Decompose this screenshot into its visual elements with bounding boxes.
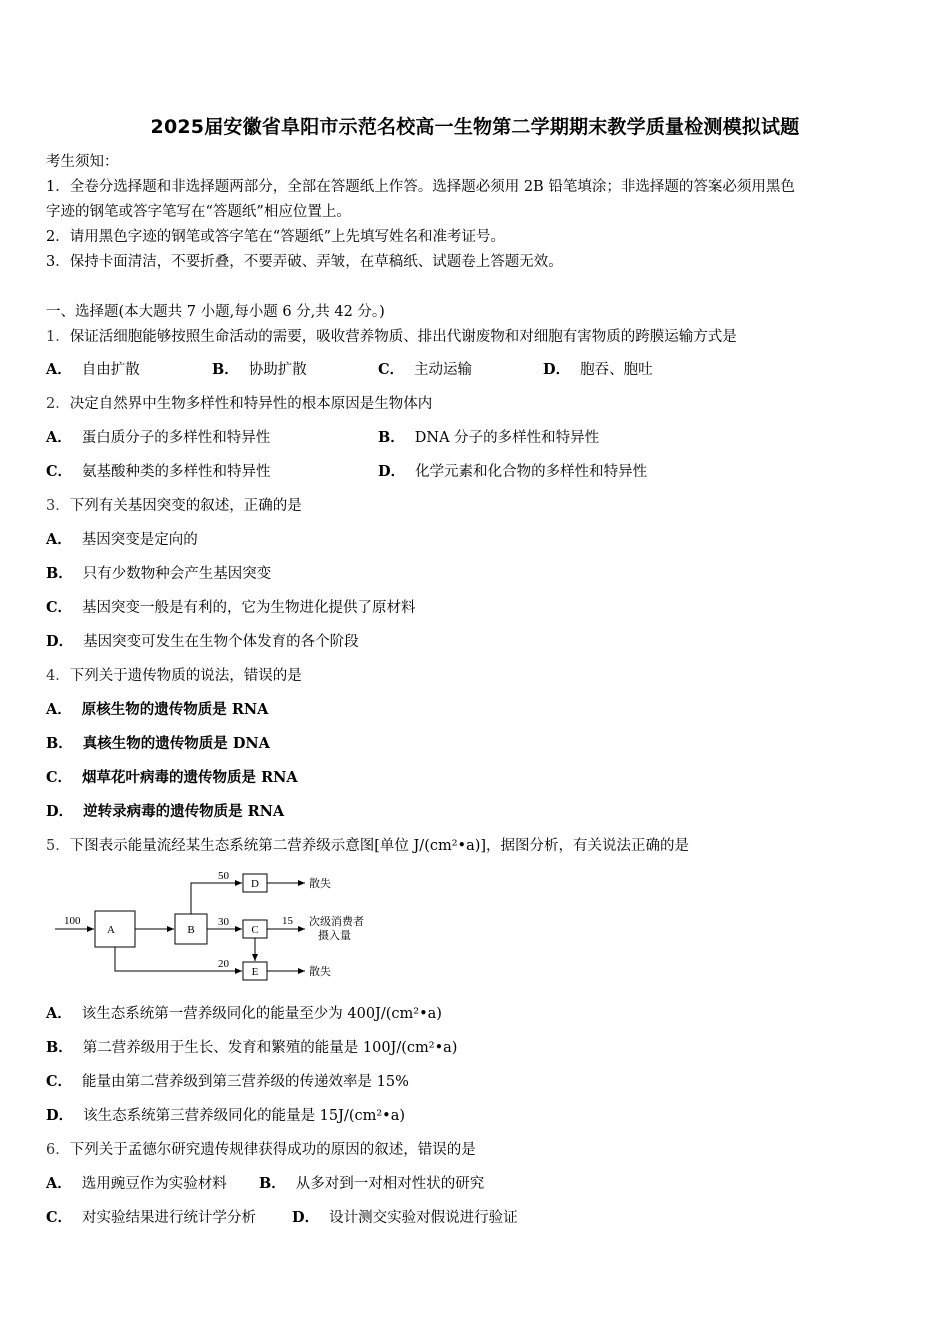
q1-option-c[interactable]	[378, 360, 472, 380]
question-text: 保证活细胞能够按照生命活动的需要，吸收营养物质、排出代谢废物和对细胞有害物质的跨膜运输方式是	[69, 329, 737, 345]
option-label: D．	[46, 633, 74, 650]
option-label: A．	[46, 1005, 72, 1022]
q5-option-d[interactable]	[46, 1106, 405, 1126]
value-to-next: 15	[282, 915, 293, 927]
option-text: 只有少数物种会产生基因突变	[82, 566, 272, 582]
q4-option-a[interactable]	[46, 700, 268, 720]
option-text: 协助扩散	[248, 362, 307, 378]
question-2-stem	[46, 394, 432, 414]
q3-option-a[interactable]	[46, 530, 198, 550]
q4-option-d[interactable]	[46, 802, 284, 822]
option-text: 基因突变是定向的	[81, 532, 198, 548]
option-text: 氨基酸种类的多样性和特异性	[82, 464, 271, 480]
question-1-stem	[46, 327, 737, 347]
question-4-stem	[46, 666, 302, 686]
option-text: 从多对到一对相对性状的研究	[295, 1176, 485, 1192]
option-label: A．	[46, 1175, 72, 1192]
option-text: 选用豌豆作为实验材料	[81, 1176, 227, 1192]
node-b: B	[187, 924, 195, 936]
question-3-stem	[46, 496, 302, 516]
option-label: B．	[259, 1175, 286, 1192]
q3-option-b[interactable]	[46, 564, 271, 584]
q6-option-a[interactable]	[46, 1174, 227, 1194]
q3-option-d[interactable]	[46, 632, 359, 652]
option-text: 该生态系统第三营养级同化的能量是 15J/(cm²•a)	[83, 1108, 406, 1124]
value-to-e: 20	[218, 958, 229, 970]
option-label: D．	[46, 1107, 74, 1124]
q4-option-c[interactable]	[46, 768, 298, 788]
option-label: C．	[46, 463, 73, 480]
label-lost-e: 散失	[309, 966, 331, 978]
q6-option-c[interactable]	[46, 1208, 256, 1228]
notice-heading: 考生须知：	[46, 154, 119, 170]
question-6-stem	[46, 1140, 476, 1160]
option-label: A．	[46, 361, 72, 378]
q2-option-b[interactable]	[378, 428, 599, 448]
option-label: A．	[46, 531, 72, 548]
option-label: D．	[46, 803, 74, 820]
value-to-c: 30	[218, 916, 229, 928]
q5-option-a[interactable]	[46, 1004, 442, 1024]
node-a: A	[107, 924, 115, 936]
option-label: C．	[46, 1073, 73, 1090]
question-number: 5．	[46, 838, 70, 854]
question-number: 6．	[46, 1142, 70, 1158]
node-c: C	[251, 924, 259, 936]
option-label: C．	[46, 769, 73, 786]
option-text: 能量由第二营养级到第三营养级的传递效率是 15%	[82, 1074, 409, 1090]
option-text: 真核生物的遗传物质是 DNA	[82, 735, 270, 752]
label-next-2: 摄入量	[318, 930, 351, 942]
option-text: 蛋白质分子的多样性和特异性	[81, 430, 271, 446]
question-5-stem	[46, 836, 689, 856]
value-to-d: 50	[218, 870, 229, 882]
notice-item: 字迹的钢笔或答字笔写在“答题纸”相应位置上。	[46, 204, 351, 220]
question-text: 下列关于遗传物质的说法，错误的是	[69, 668, 302, 684]
option-label: B．	[46, 735, 73, 752]
energy-flow-diagram	[50, 866, 380, 986]
option-text: 该生态系统第一营养级同化的能量至少为 400J/(cm²•a)	[81, 1006, 442, 1022]
node-e: E	[251, 966, 259, 978]
option-label: D．	[292, 1209, 320, 1226]
question-text: 下列关于孟德尔研究遗传规律获得成功的原因的叙述，错误的是	[69, 1142, 476, 1158]
option-text: 对实验结果进行统计学分析	[82, 1210, 257, 1226]
q6-option-b[interactable]	[259, 1174, 484, 1194]
label-next-1: 次级消费者	[309, 916, 364, 928]
option-label: C．	[46, 1209, 73, 1226]
option-text: 基因突变可发生在生物个体发育的各个阶段	[83, 634, 359, 650]
notice-item: 1．全卷分选择题和非选择题两部分，全部在答题纸上作答。选择题必须用 2B 铅笔填涂；非选择题的答案必须用黑色	[46, 179, 795, 195]
q2-option-a[interactable]	[46, 428, 270, 448]
option-label: B．	[46, 1039, 73, 1056]
option-label: C．	[46, 599, 73, 616]
option-text: 自由扩散	[81, 362, 140, 378]
q6-option-d[interactable]	[292, 1208, 518, 1228]
notice-item: 2．请用黑色字迹的钢笔或答字笔在“答题纸”上先填写姓名和准考证号。	[46, 229, 506, 245]
page-title: 2025届安徽省阜阳市示范名校高一生物第二学期期末教学质量检测模拟试题	[150, 116, 800, 138]
q5-option-c[interactable]	[46, 1072, 409, 1092]
node-a-box	[95, 911, 135, 947]
option-text: 主动运输	[414, 362, 473, 378]
node-d: D	[251, 878, 259, 890]
option-text: 烟草花叶病毒的遗传物质是 RNA	[82, 769, 298, 786]
option-label: B．	[378, 429, 405, 446]
option-label: A．	[46, 429, 72, 446]
option-text: DNA 分子的多样性和特异性	[414, 430, 600, 446]
question-text: 下列有关基因突变的叙述，正确的是	[69, 498, 302, 514]
option-label: C．	[378, 361, 405, 378]
question-number: 3．	[46, 498, 70, 514]
option-text: 原核生物的遗传物质是 RNA	[81, 701, 269, 718]
option-label: B．	[212, 361, 239, 378]
q2-option-d[interactable]	[378, 462, 647, 482]
question-number: 1．	[46, 329, 70, 345]
label-lost-d: 散失	[309, 878, 331, 890]
notice-item: 3．保持卡面清洁，不要折叠，不要弄破、弄皱，在草稿纸、试题卷上答题无效。	[46, 254, 563, 270]
q1-option-b[interactable]	[212, 360, 307, 380]
question-text: 下图表示能量流经某生态系统第二营养级示意图[单位 J/(cm²•a)]，据图分析，有关说法正确的是	[69, 838, 690, 854]
value-input: 100	[64, 915, 81, 927]
question-number: 2．	[46, 396, 70, 412]
option-text: 化学元素和化合物的多样性和特异性	[415, 464, 648, 480]
question-text: 决定自然界中生物多样性和特异性的根本原因是生物体内	[69, 396, 433, 412]
option-text: 第二营养级用于生长、发育和繁殖的能量是 100J/(cm²•a)	[82, 1040, 458, 1056]
option-text: 设计测交实验对假说进行验证	[329, 1210, 518, 1226]
option-label: D．	[378, 463, 406, 480]
q3-option-c[interactable]	[46, 598, 416, 618]
option-text: 胞吞、胞吐	[580, 362, 653, 378]
section-heading: 一、选择题(本大题共 7 小题,每小题 6 分,共 42 分。)	[46, 304, 385, 320]
option-label: A．	[46, 701, 72, 718]
option-text: 逆转录病毒的遗传物质是 RNA	[83, 803, 285, 820]
q1-option-a[interactable]	[46, 360, 140, 380]
option-label: D．	[543, 361, 571, 378]
q2-option-c[interactable]	[46, 462, 271, 482]
q1-option-d[interactable]	[543, 360, 653, 380]
question-number: 4．	[46, 668, 70, 684]
q4-option-b[interactable]	[46, 734, 270, 754]
q5-option-b[interactable]	[46, 1038, 457, 1058]
option-label: B．	[46, 565, 73, 582]
option-text: 基因突变一般是有利的，它为生物进化提供了原材料	[82, 600, 416, 616]
